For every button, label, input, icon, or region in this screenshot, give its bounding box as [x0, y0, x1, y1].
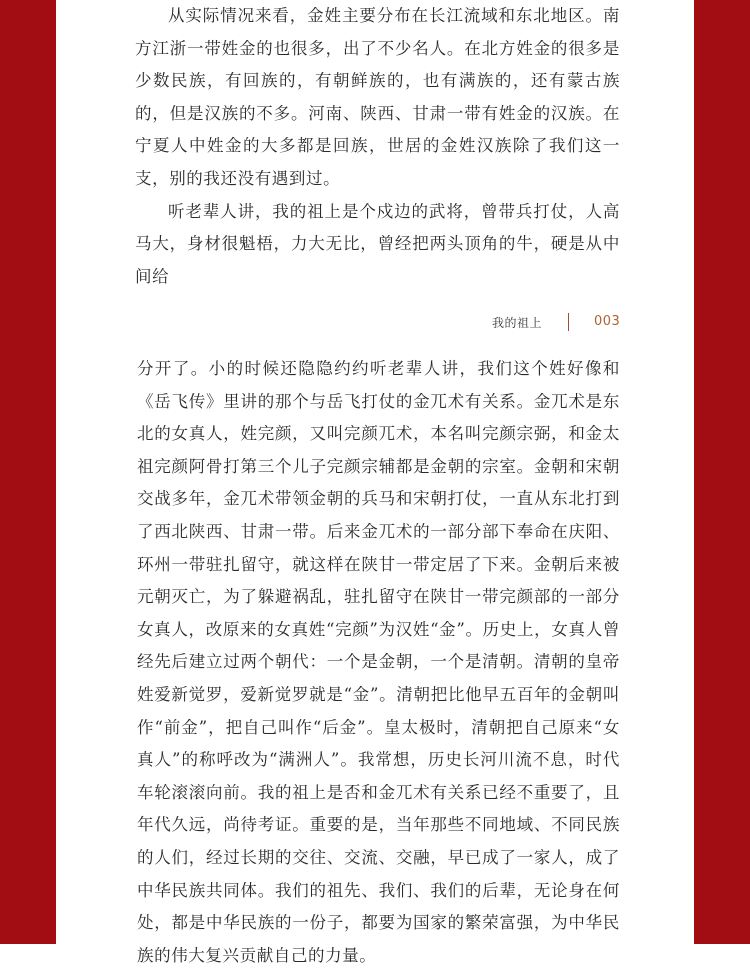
paragraph-distribution: 从实际情况来看，金姓主要分布在长江流域和东北地区。南方江浙一带姓金的也很多，出了不少名人。在北方姓金的很多是少数民族，有回族的，有朝鲜族的，也有满族的，还有蒙古族的，但是汉族的不多。河南、陕西、甘肃一带有姓金的汉族。在宁夏人中姓金的大多都是回族，世居的金姓汉族除了我们这一支，别的我还没有遇到过。 [135, 6, 620, 188]
paragraph-jin-wuzhu: 分开了。小的时候还隐隐约约听老辈人讲，我们这个姓好像和《岳飞传》里讲的那个与岳飞打仗的金兀术有关系。金兀术是东北的女真人，姓完颜，又叫完颜兀术，本名叫完颜宗弼，和金太祖完颜阿骨打第三个儿子完颜宗辅都是金朝的宗室。金朝和宋朝交战多年，金兀术带领金朝的兵马和宋朝打仗，一直从东北打到了西北陕西、甘肃一带。后来金兀术的一部分部下奉命在庆阳、环州一带驻扎留守，就这样在陕甘一带定居了下来。金朝后来被元朝灭亡，为了躲避祸乱，驻扎留守在陕甘一带完颜部的一部分女真人，改原来的女真姓“完颜”为汉姓“金”。历史上，女真人曾经先后建立过两个朝代：一个是金朝，一个是清朝。清朝的皇帝姓爱新觉罗，爱新觉罗就是“金”。清朝把比他早五百年的金朝叫作“前金”，把自己叫作“后金”。皇太极时，清朝把自己原来“女真人”的称呼改为“满洲人”。我常想，历史长河川流不息，时代车轮滚滚向前。我的祖上是否和金兀术有关系已经不重要了，且年代久远，尚待考证。重要的是，当年那些不同地域、不同民族的人们，经过长期的交往、交流、交融，早已成了一家人，成了中华民族共同体。我们的祖先、我们、我们的后辈，无论身在何处，都是中华民族的一份子，都要为国家的繁荣富强，为中华民族的伟大复兴贡献自己的力量。 [137, 359, 620, 965]
page-number: 003 [594, 314, 621, 329]
page-border-left [0, 0, 56, 944]
footer-divider [568, 313, 569, 331]
running-title: 我的祖上 [491, 316, 542, 330]
page-footer [56, 312, 694, 334]
page-body-text [137, 353, 620, 972]
book-page [56, 0, 694, 965]
page-top-text [135, 0, 620, 293]
page-border-right [694, 0, 750, 944]
paragraph-ancestor: 听老辈人讲，我的祖上是个戍边的武将，曾带兵打仗，人高马大，身材很魁梧，力大无比，曾经把两头顶角的牛，硬是从中间给 [135, 201, 620, 286]
